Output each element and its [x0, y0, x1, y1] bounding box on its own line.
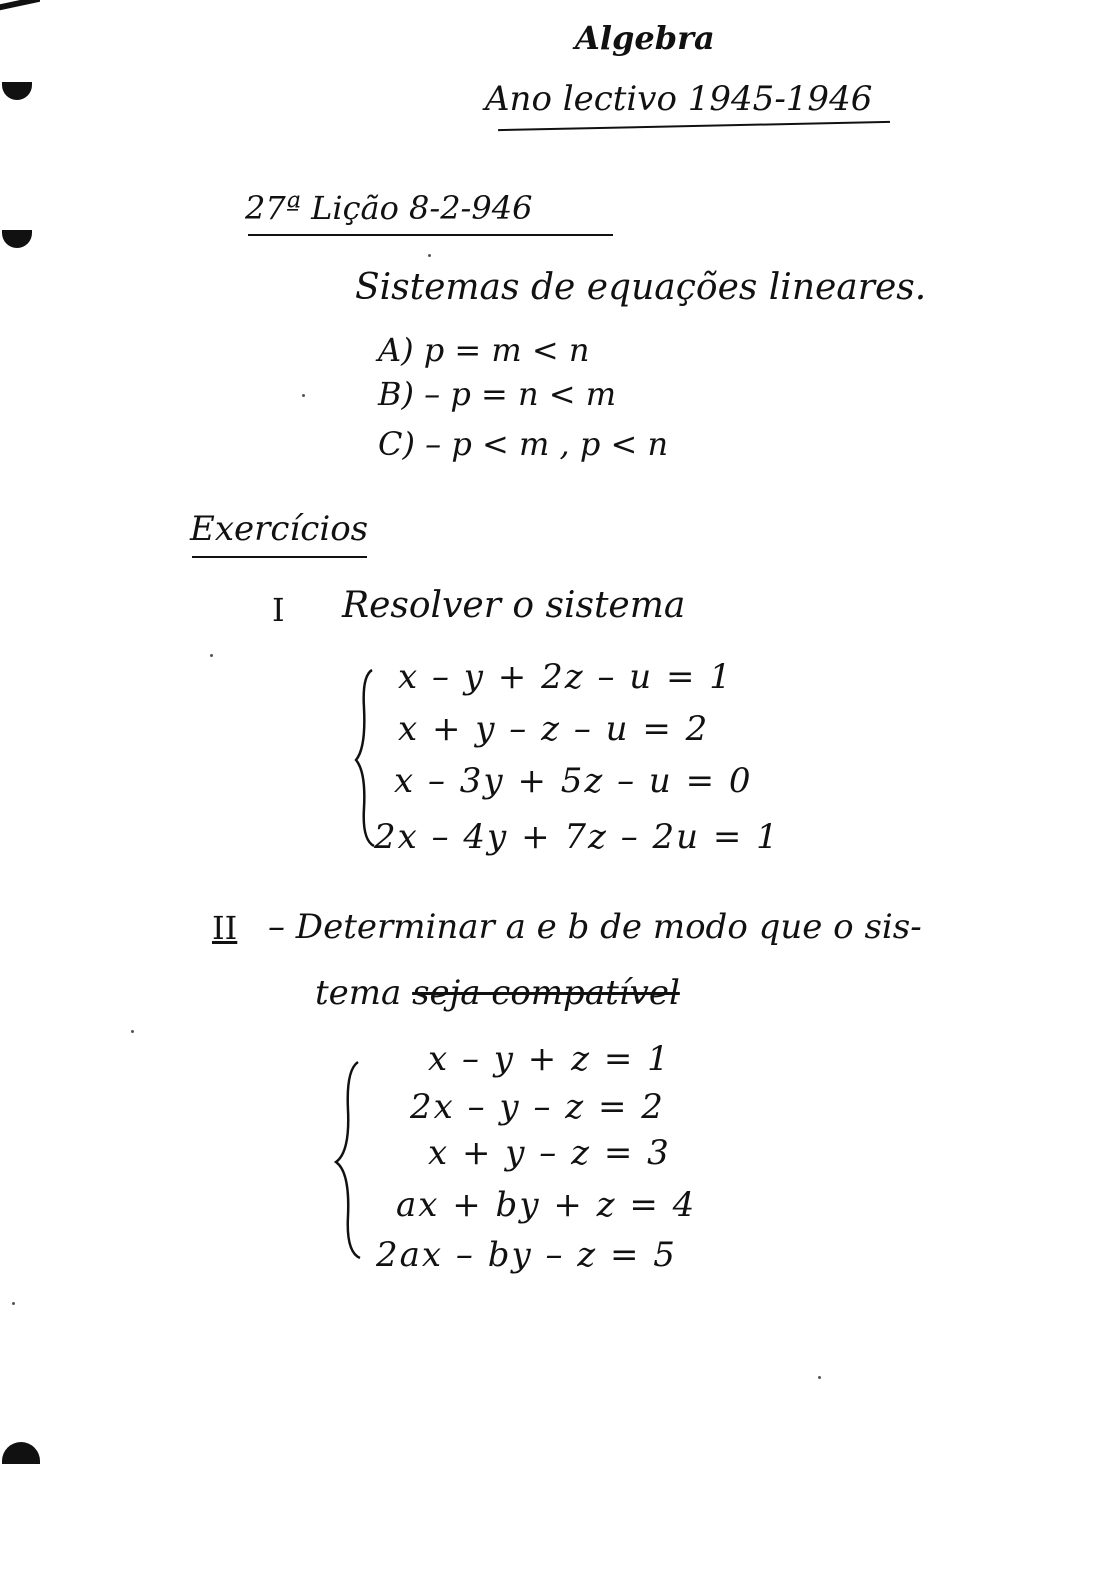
exercise-1-label: I	[272, 591, 285, 629]
lesson-underline	[248, 234, 613, 236]
system-2-eq-2: 2x – y – z = 2	[410, 1087, 665, 1127]
exercise-2-struck-text: seja compatível	[412, 973, 680, 1013]
system-2-brace	[332, 1060, 366, 1260]
scan-speck	[818, 1376, 821, 1379]
scan-speck	[302, 394, 305, 397]
scan-speck	[428, 254, 431, 257]
case-a: A) p = m < n	[378, 331, 590, 369]
case-c: C) – p < m , p < n	[378, 425, 669, 463]
system-2-eq-5: 2ax – by – z = 5	[376, 1235, 677, 1275]
scan-speck	[12, 1302, 15, 1305]
case-b: B) – p = n < m	[378, 375, 617, 413]
exercise-2-prompt-line-1: – Determinar a e b de modo que o sis-	[268, 907, 922, 947]
binder-mark-3	[2, 1442, 40, 1464]
system-1-eq-3: x – 3y + 5z – u = 0	[394, 761, 753, 801]
exercise-1-prompt: Resolver o sistema	[342, 585, 686, 626]
school-year: Ano lectivo 1945-1946	[485, 79, 873, 119]
subject-title: Algebra	[575, 19, 715, 57]
exercises-underline	[192, 556, 367, 558]
exercise-2-prompt-word: tema	[315, 973, 402, 1013]
system-1-eq-4: 2x – 4y + 7z – 2u = 1	[374, 817, 780, 857]
system-2-eq-1: x – y + z = 1	[428, 1039, 671, 1079]
binder-mark-top	[0, 0, 40, 10]
system-2-eq-4: ax + by + z = 4	[396, 1185, 697, 1225]
system-2-eq-3: x + y – z = 3	[428, 1133, 671, 1173]
system-1-eq-2: x + y – z – u = 2	[398, 709, 710, 749]
topic-title: Sistemas de equações lineares.	[355, 267, 927, 308]
exercise-2-prompt-line-2	[315, 973, 680, 1013]
binder-mark-1	[2, 82, 32, 100]
exercises-heading: Exercícios	[190, 509, 369, 549]
year-underline	[498, 121, 890, 131]
exercise-2-label: II	[212, 909, 238, 947]
binder-mark-2	[2, 230, 32, 248]
system-1-eq-1: x – y + 2z – u = 1	[398, 657, 733, 697]
scan-speck	[131, 1030, 134, 1033]
lesson-title: 27ª Lição 8-2-946	[245, 189, 533, 227]
scan-speck	[210, 654, 213, 657]
